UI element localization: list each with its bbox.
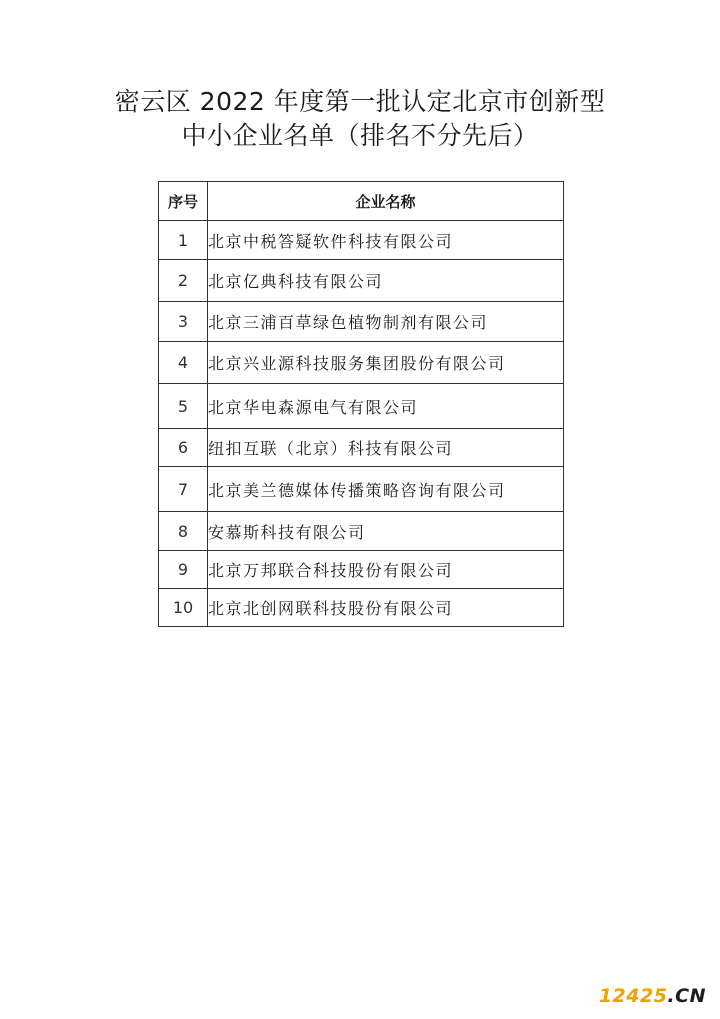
page-title-line-1: 密云区 2022 年度第一批认定北京市创新型 bbox=[114, 87, 606, 116]
company-name: 北京美兰德媒体传播策略咨询有限公司 bbox=[208, 467, 564, 512]
table-row bbox=[159, 512, 564, 551]
row-number: 6 bbox=[159, 429, 208, 467]
company-name: 北京北创网联科技股份有限公司 bbox=[208, 589, 564, 627]
page-title-line-2: 中小企业名单（排名不分先后） bbox=[181, 121, 539, 150]
table-row bbox=[159, 467, 564, 512]
company-name: 北京华电森源电气有限公司 bbox=[208, 384, 564, 429]
company-name: 北京中税答疑软件科技有限公司 bbox=[208, 221, 564, 260]
row-number: 9 bbox=[159, 551, 208, 589]
site-watermark bbox=[599, 985, 706, 1007]
company-name: 北京兴业源科技服务集团股份有限公司 bbox=[208, 342, 564, 384]
watermark-domain: .CN bbox=[667, 985, 706, 1007]
header-serial-number: 序号 bbox=[159, 182, 208, 221]
table-row bbox=[159, 384, 564, 429]
row-number: 5 bbox=[159, 384, 208, 429]
table-row bbox=[159, 589, 564, 627]
row-number: 10 bbox=[159, 589, 208, 627]
row-number: 2 bbox=[159, 260, 208, 302]
company-name: 北京亿典科技有限公司 bbox=[208, 260, 564, 302]
company-name: 安慕斯科技有限公司 bbox=[208, 512, 564, 551]
row-number: 4 bbox=[159, 342, 208, 384]
table-row bbox=[159, 551, 564, 589]
table-header-row bbox=[159, 182, 564, 221]
company-name: 北京三浦百草绿色植物制剂有限公司 bbox=[208, 302, 564, 342]
table-row bbox=[159, 221, 564, 260]
row-number: 7 bbox=[159, 467, 208, 512]
watermark-number: 12425 bbox=[598, 985, 668, 1007]
table-row bbox=[159, 302, 564, 342]
row-number: 1 bbox=[159, 221, 208, 260]
row-number: 8 bbox=[159, 512, 208, 551]
company-name: 北京万邦联合科技股份有限公司 bbox=[208, 551, 564, 589]
table-row bbox=[159, 342, 564, 384]
row-number: 3 bbox=[159, 302, 208, 342]
table-row bbox=[159, 260, 564, 302]
header-company-name: 企业名称 bbox=[208, 182, 564, 221]
company-list-table bbox=[158, 181, 564, 627]
table-row bbox=[159, 429, 564, 467]
company-name: 纽扣互联（北京）科技有限公司 bbox=[208, 429, 564, 467]
